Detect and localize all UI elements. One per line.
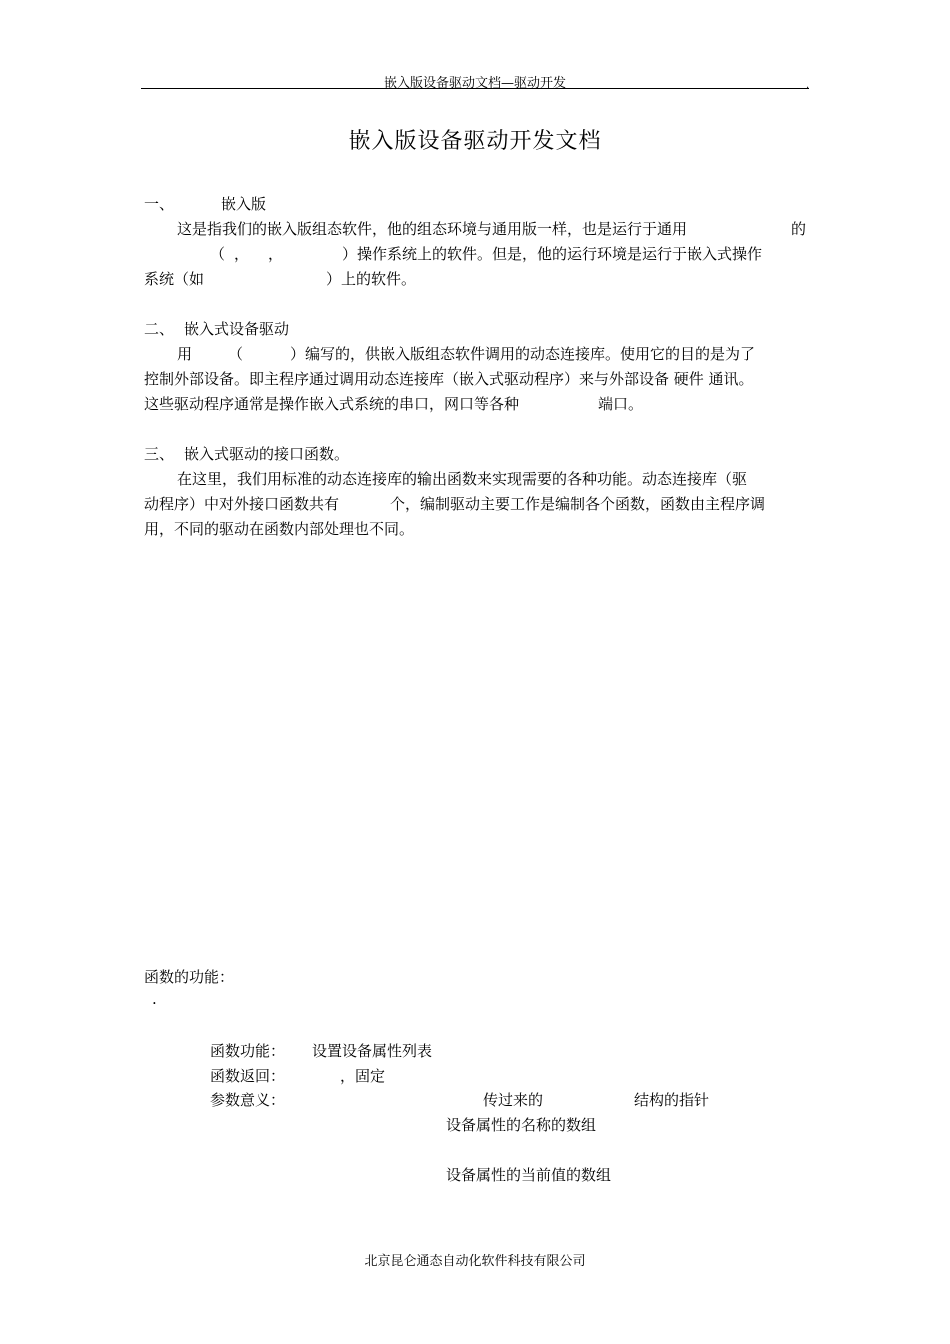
section2-line1-start: 用 <box>177 345 193 363</box>
section1-line1-end: 的 <box>791 220 807 238</box>
section1-line3: 系统（如 <box>144 270 205 288</box>
section1-line3-end: ）上的软件。 <box>326 270 417 288</box>
section1-line2: ）操作系统上的软件。但是，他的运行环境是运行于嵌入式操作 <box>342 245 763 263</box>
section2-line3: 这些驱动程序通常是操作嵌入式系统的串口，网口等各种 <box>144 395 520 413</box>
func-label: 函数功能： <box>210 1042 286 1060</box>
section1-line1: 这是指我们的嵌入版组态软件，他的组态环境与通用版一样，也是运行于通用 <box>177 220 688 238</box>
section3-line3: 用，不同的驱动在函数内部处理也不同。 <box>144 520 415 538</box>
document-title: 嵌入版设备驱动开发文档 <box>348 129 602 154</box>
section3-heading: 嵌入式驱动的接口函数。 <box>184 445 350 463</box>
section2-line1: ）编写的，供嵌入版组态软件调用的动态连接库。使用它的目的是为了 <box>290 345 756 363</box>
section1-number: 一、 <box>144 195 175 213</box>
section3-number: 三、 <box>144 445 175 463</box>
section1-line2-paren: （ <box>210 245 226 263</box>
section3-line1: 在这里，我们用标准的动态连接库的输出函数来实现需要的各种功能。动态连接库（驱 <box>177 470 748 488</box>
section2-line3-end: 端口。 <box>598 395 644 413</box>
section2-number: 二、 <box>144 320 175 338</box>
param-line2: 设备属性的名称的数组 <box>446 1116 597 1134</box>
section3-line2-end: 个，编制驱动主要工作是编制各个函数，函数由主程序调 <box>390 495 766 513</box>
section1-line2-comma1: ， <box>234 245 250 263</box>
header-mark: . <box>806 80 810 91</box>
section2-heading: 嵌入式设备驱动 <box>184 320 290 338</box>
section2-line2: 控制外部设备。即主程序通过调用动态连接库（嵌入式驱动程序）来与外部设备 硬件 通讯。 <box>144 370 754 388</box>
section2-line1-paren: （ <box>228 345 244 363</box>
functions-heading: 函数的功能： <box>144 968 235 986</box>
return-label: 函数返回： <box>210 1067 286 1085</box>
page-header: 嵌入版设备驱动文档—驱动开发 <box>383 76 566 91</box>
param-line3: 设备属性的当前值的数组 <box>446 1166 612 1184</box>
func-value: 设置设备属性列表 <box>312 1042 433 1060</box>
return-value: ，固定 <box>340 1067 386 1085</box>
param-text-a: 传过来的 <box>483 1091 544 1109</box>
section1-line2-comma2: ， <box>268 245 284 263</box>
page-footer: 北京昆仑通态自动化软件科技有限公司 <box>364 1254 586 1269</box>
header-rule <box>141 88 809 89</box>
param-text-b: 结构的指针 <box>634 1091 710 1109</box>
param-label: 参数意义： <box>210 1091 286 1109</box>
section3-line2: 动程序）中对外接口函数共有 <box>144 495 340 513</box>
section1-heading: 嵌入版 <box>221 195 267 213</box>
functions-bullet: . <box>152 990 157 1008</box>
